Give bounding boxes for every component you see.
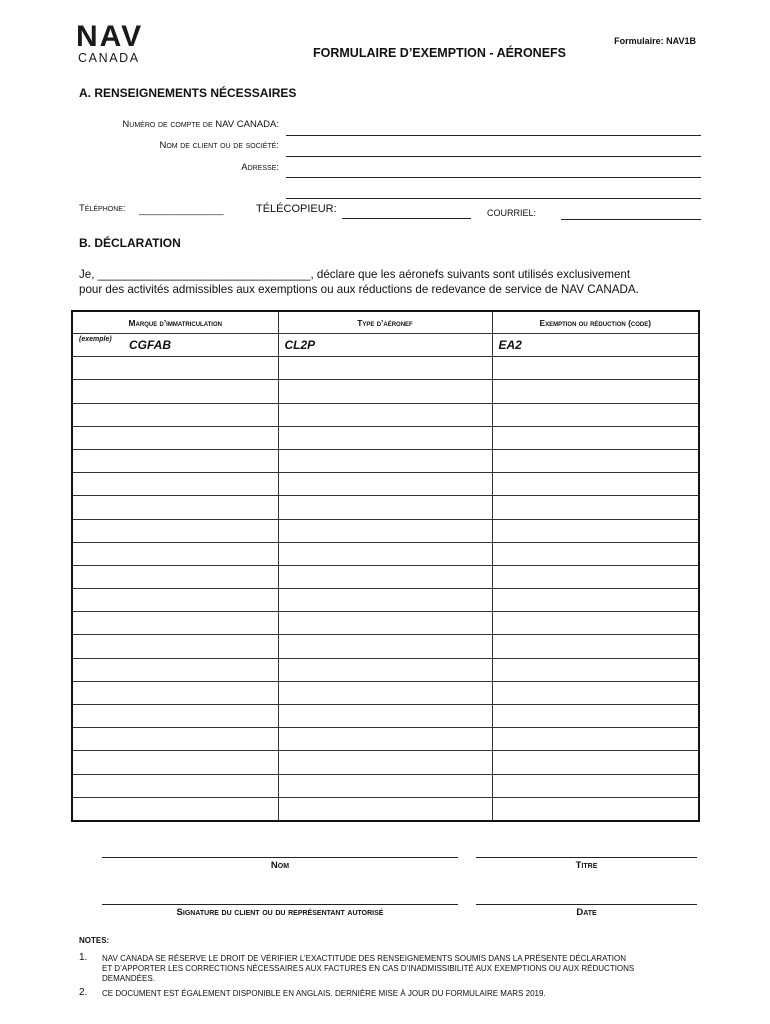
section-a-title: A. RENSEIGNEMENTS NÉCESSAIRES — [79, 86, 297, 100]
table-row — [72, 357, 699, 380]
date-label: Date — [576, 907, 597, 918]
aircraft-type-cell[interactable] — [278, 403, 492, 426]
registration-cell[interactable] — [72, 728, 278, 751]
exemption-code-cell[interactable] — [492, 542, 699, 565]
column-header-aircraft-type: Type d’aéronef — [278, 311, 492, 334]
aircraft-table — [71, 310, 700, 822]
example-tag: (exemple) — [79, 336, 112, 343]
name-signature-line[interactable] — [102, 857, 458, 858]
aircraft-type-cell[interactable] — [278, 542, 492, 565]
email-field[interactable] — [561, 219, 701, 220]
declaration-line-1: Je, _________________________________, déclare que les aéronefs suivants sont utilisés exclusivement — [79, 268, 631, 281]
declaration-line-2: pour des activités admissibles aux exemptions ou aux réductions de redevance de service de NAV CANADA. — [79, 283, 639, 296]
exemption-code-cell[interactable] — [492, 728, 699, 751]
phone-label: Téléphone: — [79, 203, 126, 214]
registration-cell[interactable] — [72, 519, 278, 542]
section-b-title: B. DÉCLARATION — [79, 236, 181, 250]
table-row — [72, 797, 699, 821]
table-row — [72, 380, 699, 403]
exemption-code-cell[interactable] — [492, 426, 699, 449]
table-row — [72, 403, 699, 426]
table-row — [72, 658, 699, 681]
registration-cell[interactable] — [72, 681, 278, 704]
fax-label: TÉLÉCOPIEUR: — [256, 203, 337, 215]
aircraft-type-cell[interactable] — [278, 589, 492, 612]
registration-cell[interactable] — [72, 751, 278, 774]
table-row — [72, 426, 699, 449]
aircraft-type-cell[interactable] — [278, 612, 492, 635]
table-row — [72, 751, 699, 774]
registration-cell[interactable] — [72, 797, 278, 821]
registration-cell[interactable] — [72, 635, 278, 658]
registration-cell[interactable] — [72, 496, 278, 519]
table-row — [72, 612, 699, 635]
table-row — [72, 449, 699, 472]
note-1-line-3: DEMANDÉES. — [102, 974, 155, 984]
aircraft-type-cell[interactable] — [278, 519, 492, 542]
aircraft-type-cell[interactable] — [278, 774, 492, 797]
registration-cell[interactable] — [72, 658, 278, 681]
table-row — [72, 681, 699, 704]
registration-cell[interactable] — [72, 542, 278, 565]
title-label: Titre — [575, 860, 598, 871]
exemption-code-cell[interactable] — [492, 519, 699, 542]
example-registration: CGFAB — [129, 338, 171, 353]
title-signature-line[interactable] — [476, 857, 697, 858]
registration-cell[interactable] — [72, 589, 278, 612]
table-row — [72, 705, 699, 728]
table-row — [72, 473, 699, 496]
name-label: Nom — [270, 860, 290, 871]
address-field-line-2[interactable] — [286, 198, 701, 199]
table-row — [72, 589, 699, 612]
exemption-code-cell[interactable] — [492, 681, 699, 704]
aircraft-type-cell[interactable] — [278, 751, 492, 774]
exemption-code-cell[interactable] — [492, 635, 699, 658]
exemption-code-cell[interactable] — [492, 565, 699, 588]
address-field-line-1[interactable] — [286, 177, 701, 178]
exemption-code-cell[interactable] — [492, 751, 699, 774]
exemption-code-cell[interactable] — [492, 612, 699, 635]
logo-nav-text: NAV — [76, 20, 144, 53]
column-header-exemption-code: Exemption ou réduction (code) — [492, 311, 699, 334]
client-name-label: Nom de client ou de société: — [159, 140, 279, 151]
note-1-text — [102, 954, 712, 985]
client-name-field[interactable] — [286, 156, 701, 157]
table-row — [72, 728, 699, 751]
account-number-label: Numéro de compte de NAV CANADA: — [122, 119, 279, 130]
aircraft-type-cell[interactable] — [278, 380, 492, 403]
registration-cell[interactable] — [72, 612, 278, 635]
registration-cell[interactable] — [72, 380, 278, 403]
address-label: Adresse: — [241, 162, 279, 173]
email-label: COURRIEL: — [487, 208, 537, 218]
aircraft-type-cell[interactable] — [278, 473, 492, 496]
aircraft-type-cell[interactable] — [278, 658, 492, 681]
example-code: EA2 — [498, 338, 522, 353]
example-type-cell — [278, 334, 492, 357]
date-line[interactable] — [476, 904, 697, 905]
exemption-code-cell[interactable] — [492, 403, 699, 426]
exemption-code-cell[interactable] — [492, 797, 699, 821]
example-registration-cell — [72, 334, 278, 357]
registration-cell[interactable] — [72, 426, 278, 449]
phone-field[interactable]: ________________ — [139, 205, 224, 216]
exemption-code-cell[interactable] — [492, 774, 699, 797]
note-1-number: 1. — [79, 952, 88, 963]
exemption-code-cell[interactable] — [492, 589, 699, 612]
aircraft-type-cell[interactable] — [278, 635, 492, 658]
registration-cell[interactable] — [72, 705, 278, 728]
aircraft-type-cell[interactable] — [278, 797, 492, 821]
registration-cell[interactable] — [72, 473, 278, 496]
note-1-line-1: NAV CANADA SE RÉSERVE LE DROIT DE VÉRIFIER L’EXACTITUDE DES RENSEIGNEMENTS SOUMIS DANS LA PRÉSENTE DÉCLARATION — [102, 954, 626, 963]
example-code-cell — [492, 334, 699, 357]
form-code: Formulaire: NAV1B — [614, 36, 696, 46]
registration-cell[interactable] — [72, 565, 278, 588]
page-title: FORMULAIRE D’EXEMPTION - AÉRONEFS — [313, 46, 567, 60]
exemption-code-cell[interactable] — [492, 496, 699, 519]
aircraft-type-cell[interactable] — [278, 426, 492, 449]
column-header-registration: Marque d’immatriculation — [72, 311, 278, 334]
example-row — [72, 334, 699, 357]
exemption-code-cell[interactable] — [492, 380, 699, 403]
table-row — [72, 542, 699, 565]
table-row — [72, 774, 699, 797]
note-1-line-2: ET D’APPORTER LES CORRECTIONS NÉCESSAIRES AUX FACTURES EN CAS D’INADMISSIBILITÉ AUX EXEMPTIONS OU AUX RÉDUCTIONS — [102, 964, 635, 974]
declaration-text — [79, 267, 719, 297]
note-2-text — [102, 989, 712, 999]
example-type: CL2P — [284, 338, 316, 353]
exemption-code-cell[interactable] — [492, 357, 699, 380]
notes-title: NOTES: — [79, 936, 110, 945]
aircraft-type-cell[interactable] — [278, 449, 492, 472]
table-row — [72, 635, 699, 658]
exemption-code-cell[interactable] — [492, 658, 699, 681]
registration-cell[interactable] — [72, 357, 278, 380]
registration-cell[interactable] — [72, 403, 278, 426]
signature-line[interactable] — [102, 904, 458, 905]
aircraft-type-cell[interactable] — [278, 728, 492, 751]
fax-field[interactable] — [342, 218, 471, 219]
logo-canada-text: CANADA — [78, 51, 140, 65]
signature-label: Signature du client ou du représentant autorisé — [176, 907, 384, 918]
exemption-code-cell[interactable] — [492, 449, 699, 472]
table-row — [72, 565, 699, 588]
note-2-line-1: CE DOCUMENT EST ÉGALEMENT DISPONIBLE EN ANGLAIS. DERNIÈRE MISE À JOUR DU FORMULAIRE MARS 2019. — [102, 989, 546, 998]
table-row — [72, 496, 699, 519]
exemption-code-cell[interactable] — [492, 705, 699, 728]
exemption-code-cell[interactable] — [492, 473, 699, 496]
table-row — [72, 519, 699, 542]
registration-cell[interactable] — [72, 449, 278, 472]
aircraft-type-cell[interactable] — [278, 681, 492, 704]
table-header-row — [72, 311, 699, 334]
aircraft-type-cell[interactable] — [278, 357, 492, 380]
note-2-number: 2. — [79, 987, 88, 998]
aircraft-type-cell[interactable] — [278, 705, 492, 728]
registration-cell[interactable] — [72, 774, 278, 797]
aircraft-type-cell[interactable] — [278, 496, 492, 519]
account-number-field[interactable] — [286, 135, 701, 136]
aircraft-type-cell[interactable] — [278, 565, 492, 588]
